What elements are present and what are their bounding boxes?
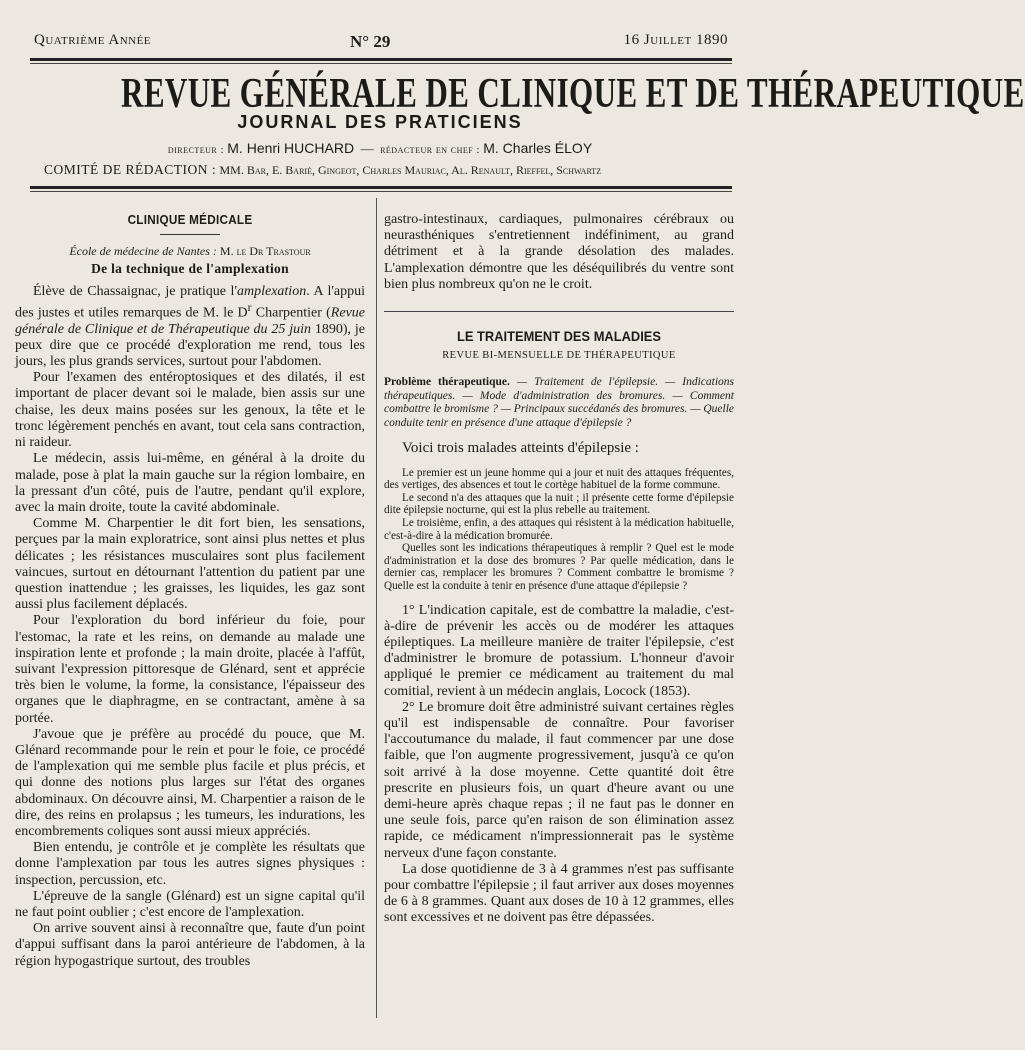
directors-line: directeur : M. Henri HUCHARD — rédacteur en chef : M. Charles ÉLOY	[167, 140, 593, 156]
header-rule-thin	[30, 63, 732, 64]
paragraph-continuation: gastro-intestinaux, cardiaques, pulmonaires cérébraux ou neurasthéniques s'entretiennent indéfiniment, au grand détriment et à la grande désolation des malades. L'amplexation démontre que les déséquilibrés du ventre sont bien plus nombreux qu'on ne le croit.	[384, 212, 734, 292]
paragraph: Bien entendu, je contrôle et je complète les résultats que donne l'amplexation par tous les autres signes physiques : inspection, percussion, etc.	[15, 840, 365, 888]
paragraph: La dose quotidienne de 3 à 4 grammes n'est pas suffisante pour combattre l'épilepsie ; il faut arriver aux doses moyennes de 6 à 8 grammes. Quant aux doses de 10 à 12 grammes, elles sont excessives et ne doivent pas être dépassées.	[384, 861, 734, 926]
paragraph: Comme M. Charpentier le dit fort bien, les sensations, perçues par la main exploratrice, sont ainsi plus nettes et plus délicates ; les résistances musculaires sont plus facilement vaincues, surtout en détournant l'attention du patient par une question inattendue ; les graisses, les liquides, les gaz sont aussi plus facilement déplacés.	[15, 516, 365, 613]
issue-line	[34, 32, 728, 52]
case-paragraph: Le premier est un jeune homme qui a jour et nuit des attaques fréquentes, des vertiges, des absences et tout le cortège habituel de la forme commune.	[384, 466, 734, 492]
paragraph: Pour l'exploration du bord inférieur du foie, pour l'estomac, la rate et les reins, on demande au malade une inspiration lente et profonde ; la main droite, placée à l'affût, suivant l'expression pittoresque de Glénard, sent et apprécie très bien le volume, la forme, la consistance, l'épaisseur des organes que le diaphragme, en se contractant, amène à sa portée.	[15, 613, 365, 726]
masthead-rule	[30, 186, 732, 189]
paragraph: Le médecin, assis lui-même, en général à la droite du malade, pose à plat la main gauche sur la région lombaire, en la pressant d'un côté, puis de l'autre, pendant qu'il explore, avec la main droite, toute la cavité abdominale.	[15, 451, 365, 515]
article-author: M. le Dr Trastour	[219, 244, 311, 259]
paragraph: Pour l'examen des entéroptosiques et des dilatés, il est important de placer devant soi le malade, bien assis sur une chaise, les deux mains posées sur les genoux, la tête et le tronc légèrement penchés en avant, tout cela sans contraction, ni raideur.	[15, 370, 365, 451]
paragraph: On arrive souvent ainsi à reconnaître que, faute d'un point d'appui suffisant dans la paroi antérieure de l'abdomen, à la région hypogastrique surtout, des troubles	[15, 921, 365, 969]
case-paragraph: Quelles sont les indications thérapeutiques à remplir ? Quel est le mode d'administration et la dose des bromures ? Par quelle médication, dans le dernier cas, remplacer les bromures ? Comment combattre le bromisme ? Quelle est la conduite à tenir en présence d'une attaque d'épilepsie ?	[384, 542, 734, 592]
problem-text: — Traitement de l'épilepsie. — Indications thérapeutiques. — Mode d'administration des bromures. — Comment combattre le bromisme ? — Principaux succédanés des bromures. — Quelle conduite tenir en présence d'une attaque d'épilepsie ?	[384, 376, 734, 429]
issue-year: Quatrième Année	[34, 32, 152, 48]
redacteur-name: M. Charles ÉLOY	[483, 140, 593, 156]
redacteur-label: rédacteur en chef :	[380, 144, 480, 156]
paragraph: 2° Le bromure doit être administré suivant certaines règles qu'il est indispensable de connaître. Pour favoriser l'accoutumance du malade, il faut commencer par une dose faible, que l'on augmente progressivement, jusqu'à ce qu'on soit arrivé à la dose moyenne. Cette quantité doit être prescrite en plusieurs fois, un quart d'heure avant ou une demi-heure après chaque repas ; il ne faut pas le donner en une seule fois, parce qu'en raison de son élimination assez rapide, ce médicament n'impressionnerait pas le système nerveux d'une façon constante.	[384, 699, 734, 861]
problem-label: Problème thérapeutique.	[384, 376, 510, 389]
column-divider	[376, 198, 377, 1018]
section-heading: CLINIQUE MÉDICALE	[127, 212, 253, 227]
case-paragraph: Le troisième, enfin, a des attaques qui résistent à la médication habituelle, c'est-à-dire à la médication bromurée.	[384, 517, 734, 542]
masthead-rule-thin	[30, 191, 732, 192]
section-subheading: REVUE BI-MENSUELLE DE THÉRAPEUTIQUE	[442, 350, 676, 362]
header-rule	[30, 58, 732, 61]
comite-members: MM. Bar, E. Barié, Gingeot, Charles Mauriac, Al. Renault, Rieffel, Schwartz	[219, 163, 602, 177]
section-rule	[160, 234, 220, 235]
right-column	[384, 212, 734, 927]
intro-line: Voici trois malades atteints d'épilepsie :	[402, 440, 639, 457]
comite-line	[44, 162, 744, 178]
paragraph: L'épreuve de la sangle (Glénard) est un signe capital qu'il ne faut point oublier ; c'est encore de l'amplexation.	[15, 888, 365, 920]
paragraph: J'avoue que je préfère au procédé du pouce, que M. Glénard recommande pour le rein et pour le foie, ce procédé de l'amplexation qui me semble plus facile et plus précis, et qui donne des notions plus larges sur l'état des organes abdominaux. On découvre ainsi, M. Charpentier a raison de le dire, des reins en prolapsus ; les tumeurs, les indurations, les encombrements coliques sont aussi mieux appréciés.	[15, 726, 365, 839]
section-heading: LE TRAITEMENT DES MALADIES	[457, 328, 661, 345]
comite-label: COMITÉ DE RÉDACTION :	[44, 162, 217, 177]
directeur-name: M. Henri HUCHARD	[227, 140, 355, 156]
issue-date: 16 Juillet 1890	[623, 32, 728, 48]
journal-title: REVUE GÉNÉRALE DE CLINIQUE ET DE THÉRAPEUTIQUE	[121, 71, 1025, 117]
paragraph: Élève de Chassaignac, je pratique l'amplexation. A l'appui des justes et utiles remarques de M. le $D^r$ Charpentier (Revue générale de Clinique et de Thérapeutique du 25 juin 1890), je peux dire que ce procédé d'exploration me rend, tous les jours, les plus grands services, surtout pour l'abdomen.	[15, 283, 366, 370]
left-column	[15, 212, 365, 970]
section-separator	[384, 311, 734, 312]
paragraph: 1° L'indication capitale, est de combattre la maladie, c'est-à-dire de prévenir les accès ou de modérer les attaques épileptiques. La meilleure manière de traiter l'épilepsie, c'est d'administrer le bromure de potassium. L'honneur d'avoir appliqué le premier ce médicament au traitement du mal comitial, revient à un médecin anglais, Locock (1853).	[384, 602, 734, 699]
directeur-label: directeur :	[167, 144, 225, 156]
problem-summary	[384, 376, 734, 430]
article-origin: École de médecine de Nantes : M. le Dr Trastour	[69, 244, 311, 259]
journal-subtitle: JOURNAL DES PRATICIENS	[237, 112, 523, 132]
case-paragraph: Le second n'a des attaques que la nuit ; il présente cette forme d'épilepsie dite épilepsie nocturne, qui est la plus rebelle au traitement.	[384, 491, 734, 517]
article-title: De la technique de l'amplexation	[91, 261, 289, 277]
issue-number: N° 29	[350, 32, 391, 51]
